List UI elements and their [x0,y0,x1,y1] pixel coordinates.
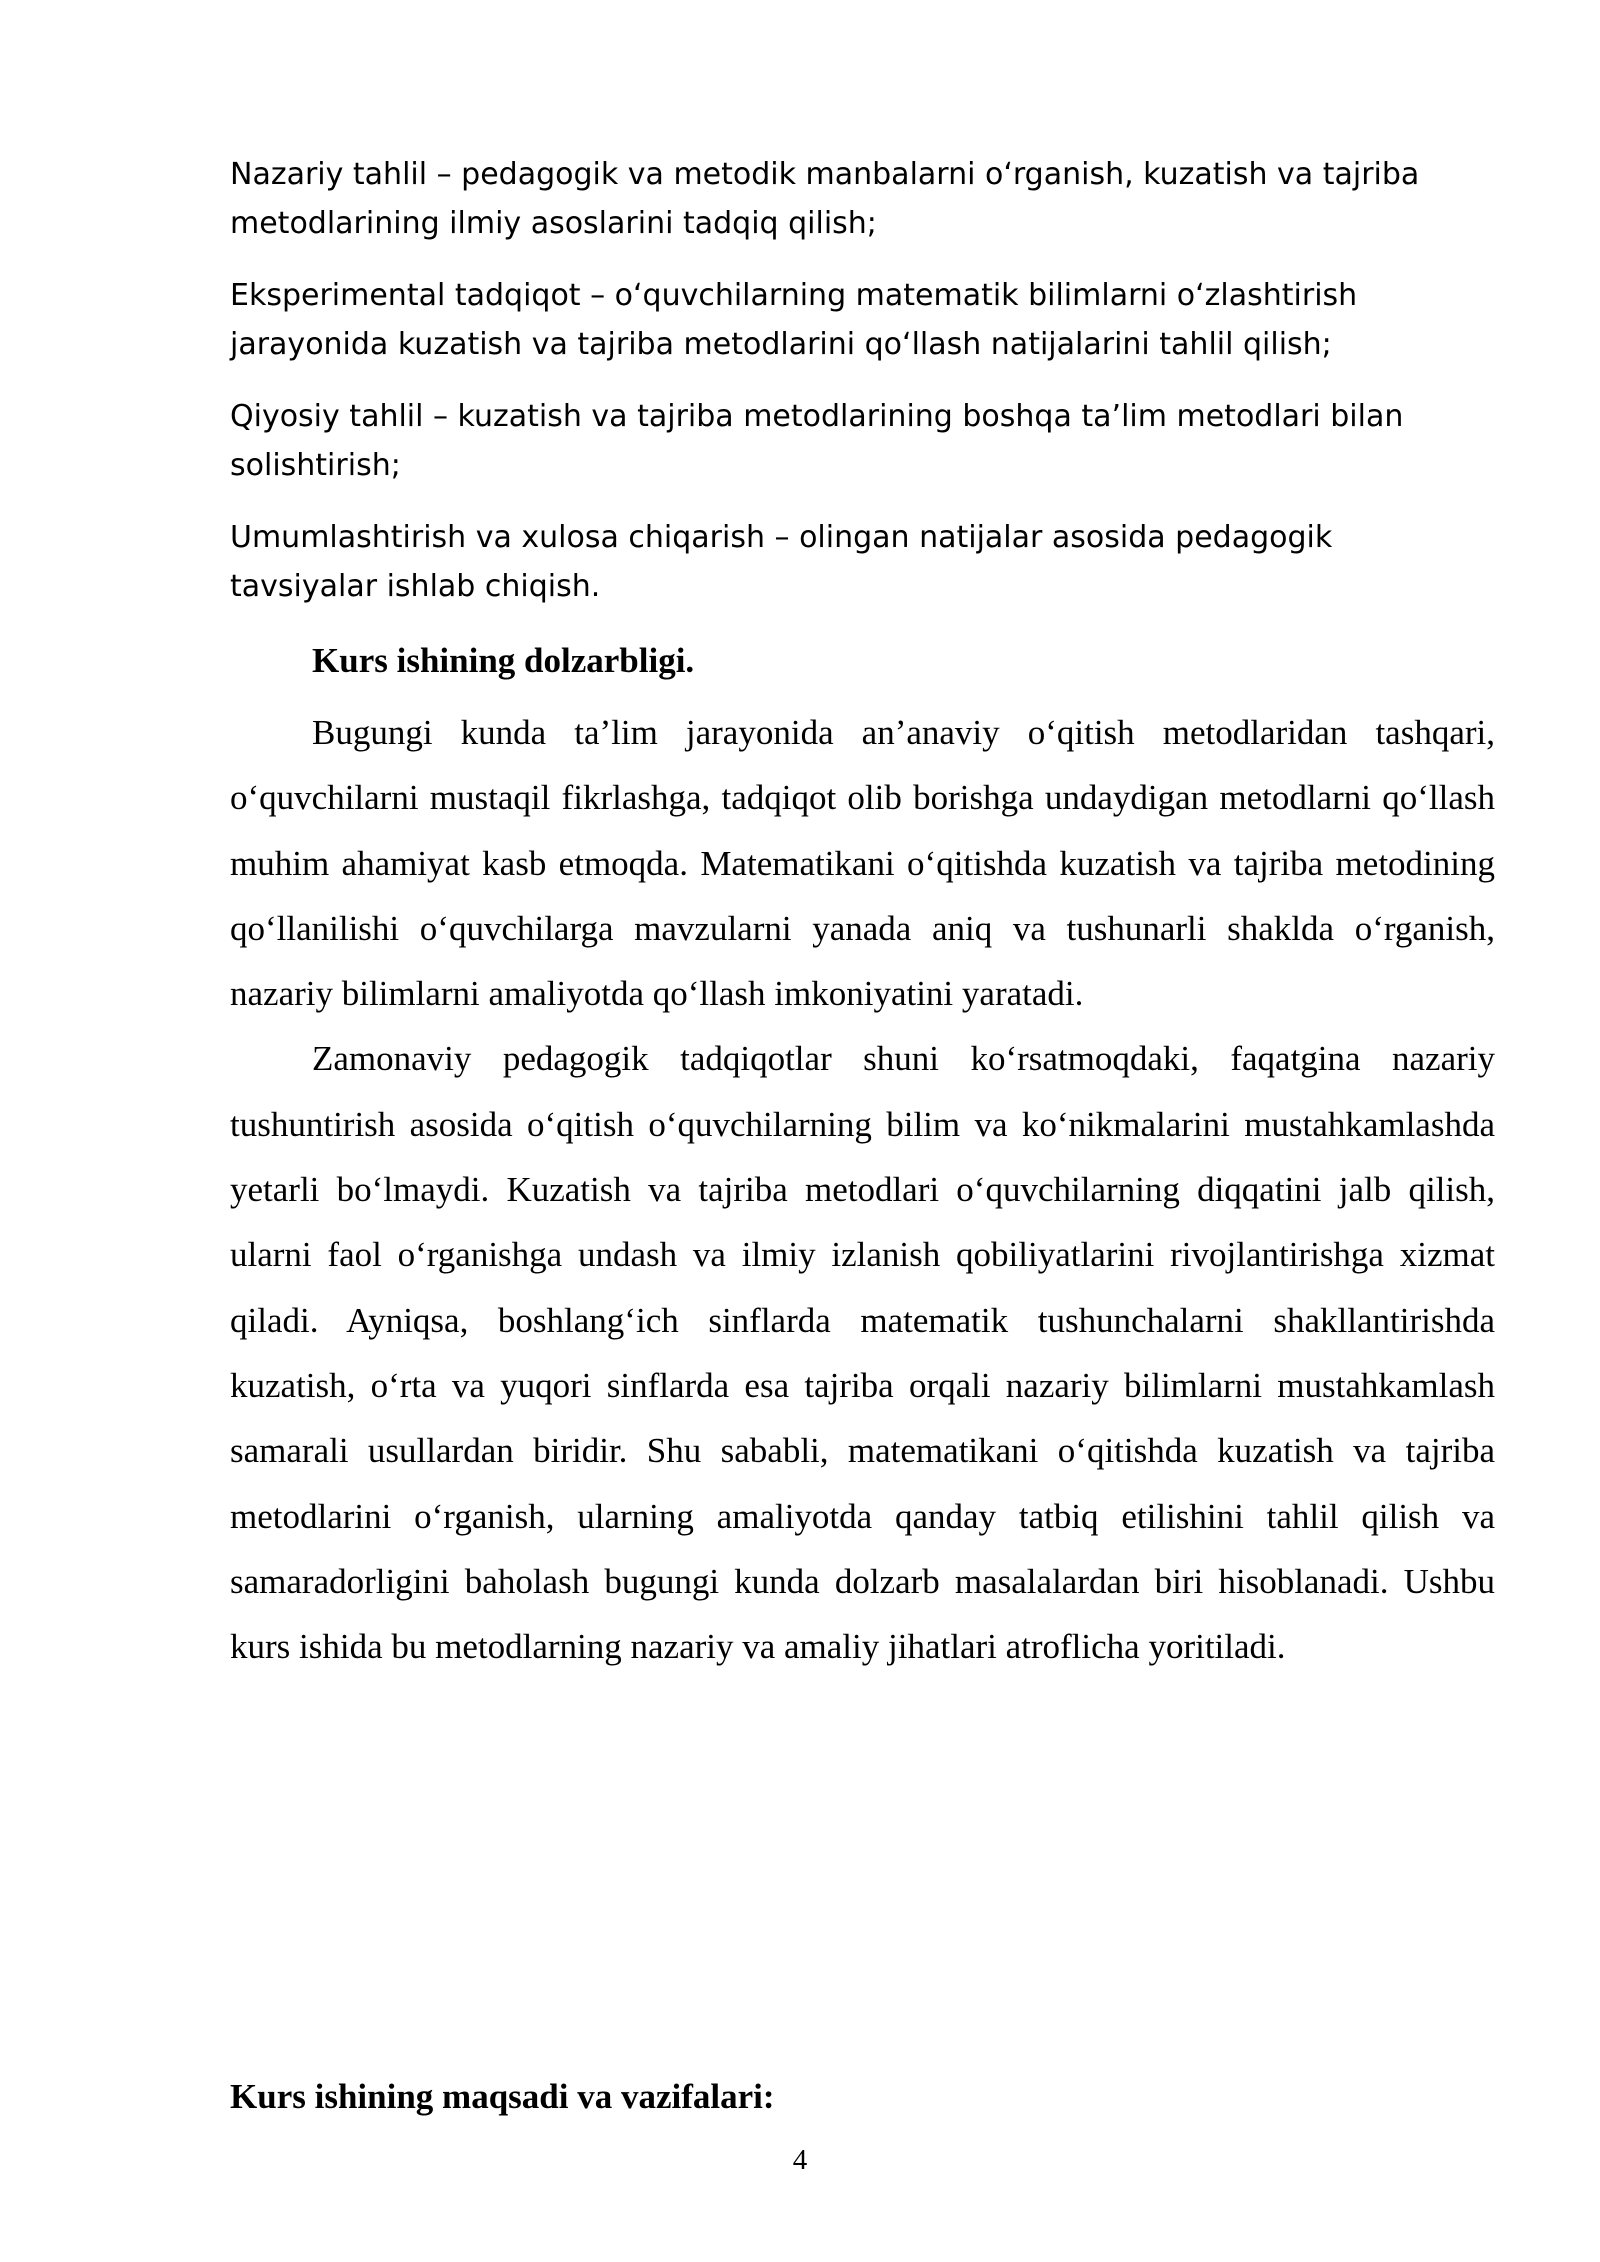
method-item: Eksperimental tadqiqot – oʻquvchilarning matematik bilimlarni oʻzlashtirish jarayonida kuzatish va tajriba metodlarini qoʻllash natijalarini tahlil qilish; [230,278,1358,362]
method-item: Nazariy tahlil – pedagogik va metodik manbalarni oʻrganish, kuzatish va tajriba metodlarining ilmiy asoslarini tadqiq qilish; [230,157,1420,241]
method-item: Qiyosiy tahlil – kuzatish va tajriba metodlarining boshqa taʼlim metodlari bilan solishtirish; [230,399,1404,483]
method-item: Umumlashtirish va xulosa chiqarish – olingan natijalar asosida pedagogik tavsiyalar ishlab chiqish. [230,520,1333,604]
actuality-heading: Kurs ishining dolzarbligi. [312,641,695,680]
goals-heading: Kurs ishining maqsadi va vazifalari: [230,2077,775,2116]
actuality-body [230,700,1495,1679]
paragraph: Zamonaviy pedagogik tadqiqotlar shuni koʻrsatmoqdaki, faqatgina nazariy tushuntirish asosida oʻqitish oʻquvchilarning bilim va koʻnikmalarini mustahkamlashda yetarli boʻlmaydi. Kuzatish va tajriba metodlari oʻquvchilarning diqqatini jalb qilish, ularni faol oʻrganishga undash va ilmiy izlanish qobiliyatlarini rivojlantirishga xizmat qiladi. Ayniqsa, boshlangʻich sinflarda matematik tushunchalarni shakllantirishda kuzatish, oʻrta va yuqori sinflarda esa tajriba orqali nazariy bilimlarni mustahkamlash samarali usullardan biridir. Shu sababli, matematikani oʻqitishda kuzatish va tajriba metodlarini oʻrganish, ularning amaliyotda qanday tatbiq etilishini tahlil qilish va samaradorligini baholash bugungi kunda dolzarb masalalardan biri hisoblanadi. Ushbu kurs ishida bu metodlarning nazariy va amaliy jihatlari atroflicha yoritiladi. [230,1039,1495,1667]
paragraph: Bugungi kunda taʼlim jarayonida anʼanaviy oʻqitish metodlaridan tashqari, oʻquvchilarni mustaqil fikrlashga, tadqiqot olib borishga undaydigan metodlarni qoʻllash muhim ahamiyat kasb etmoqda. Matematikani oʻqitishda kuzatish va tajriba metodining qoʻllanilishi oʻquvchilarga mavzularni yanada aniq va tushunarli shaklda oʻrganish, nazariy bilimlarni amaliyotda qoʻllash imkoniyatini yaratadi. [230,713,1495,1014]
research-methods-list [230,150,1450,634]
page-number: 4 [792,2144,808,2176]
